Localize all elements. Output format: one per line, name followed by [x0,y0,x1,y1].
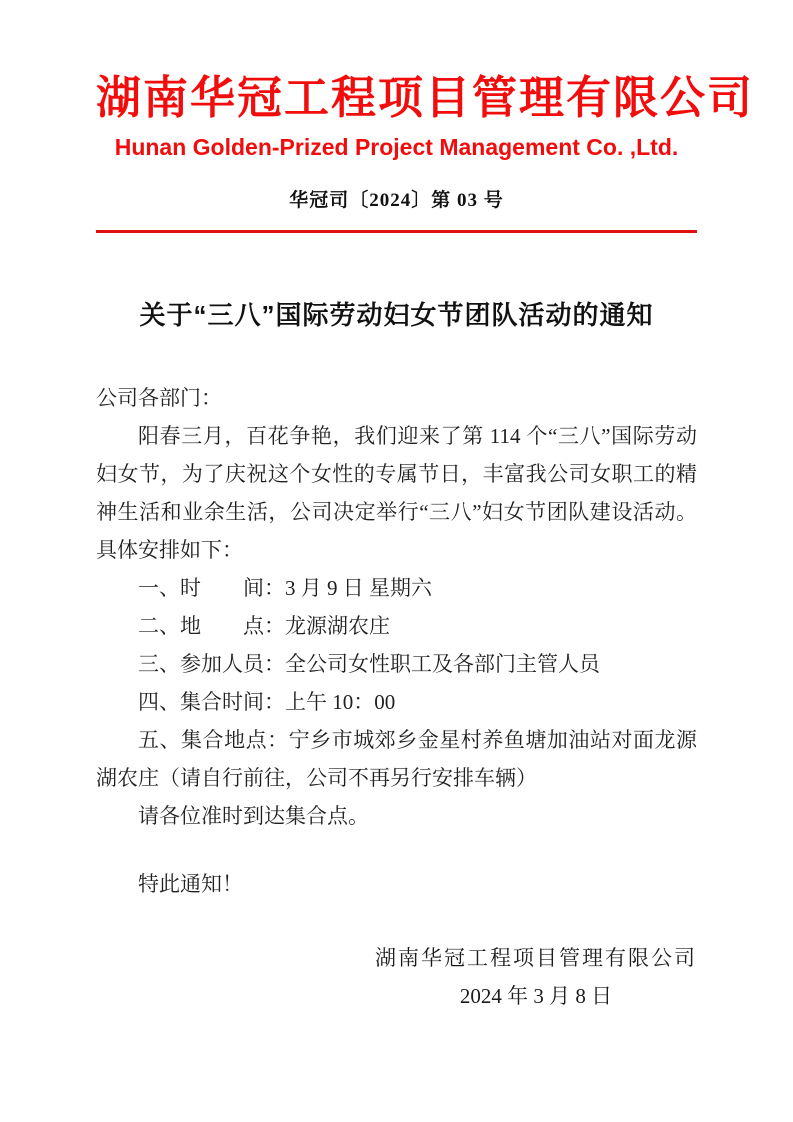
reminder-line: 请各位准时到达集合点。 [138,804,369,828]
intro-paragraph: 阳春三月，百花争艳，我们迎来了第 114 个“三八”国际劳动妇女节，为了庆祝这个女性的专属节日，丰富我公司女职工的精神生活和业余生活，公司决定举行“三八”妇女节团队建设活动。具体安排如下： [96,424,697,562]
salutation: 公司各部门： [96,386,222,410]
schedule-item-gather-place: 五、集合地点：宁乡市城郊乡金星村养鱼塘加油站对面龙源湖农庄（请自行前往，公司不再另行安排车辆） [96,728,697,790]
letterhead [96,72,755,233]
notice-title: 关于“三八”国际劳动妇女节团队活动的通知 [139,300,654,330]
schedule-item-place: 二、地 点：龙源湖农庄 [138,614,390,638]
schedule-item-time: 一、时 间：3 月 9 日 星期六 [138,576,432,600]
signature-company: 湖南华冠工程项目管理有限公司 [375,946,697,970]
company-name-en: Hunan Golden-Prized Project Management Co. ,Ltd. [114,134,679,160]
schedule-item-gather-time: 四、集合时间：上午 10：00 [138,690,396,714]
company-name-cn: 湖南华冠工程项目管理有限公司 [96,72,755,123]
notice-body [96,297,697,1015]
closing-line: 特此通知！ [138,872,243,896]
document-number: 华冠司〔2024〕第 03 号 [289,190,504,211]
red-divider-rule [96,230,697,233]
signature-date: 2024 年 3 月 8 日 [459,984,613,1008]
signature-inner [375,939,697,1015]
signature-block [96,939,697,1015]
schedule-item-participants: 三、参加人员：全公司女性职工及各部门主管人员 [138,652,600,676]
